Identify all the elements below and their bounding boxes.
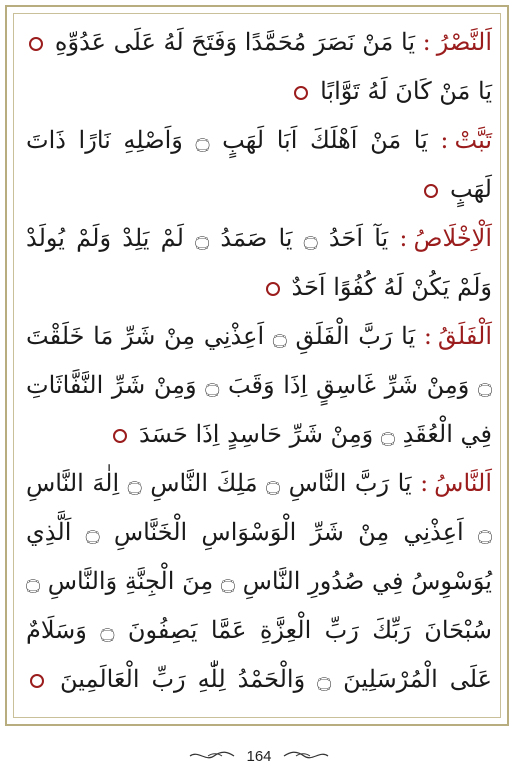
verse-marker-icon [294,86,308,100]
verse-marker-icon [30,674,44,688]
line-text: ۝ اَعِذْنِي مِنْ شَرِّ الْوَسْوَاسِ الْخَنَّاسِ ۝ اَلَّذِي [26,518,492,546]
page-footer [0,741,518,771]
text-line [20,361,498,410]
right-ornament-icon [282,749,330,763]
line-text: عَلَى الْمُرْسَلِينَ ۝ وَالْحَمْدُ لِلّٰهِ رَبِّ الْعَالَمِينَ [59,665,492,693]
verse-marker-icon [29,37,43,51]
prayer-text-block [20,18,498,704]
surah-heading: اَلْاِخْلَاصُ [413,224,493,252]
text-line: اَلْاِخْلَاصُ: يَآ اَحَدُ ۝ يَا صَمَدُ ۝ لَمْ يَلِدْ وَلَمْ يُولَدْ [26,224,493,252]
surah-heading: اَلْفَلَقُ [437,322,492,350]
text-line [20,165,498,214]
verse-marker-icon [113,429,127,443]
line-text: ۝ وَمِنْ شَرِّ غَاسِقٍ اِذَا وَقَبَ ۝ وَمِنْ شَرِّ النَّفَّاثَاتِ [26,371,493,399]
line-text: يُوَسْوِسُ فِي صُدُورِ النَّاسِ ۝ مِنَ الْجِنَّةِ وَالنَّاسِ ۝ [26,567,492,595]
line-text: يَا مَنْ كَانَ لَهُ تَوَّابًا [320,77,492,105]
line-text: يَا رَبَّ الْفَلَقِ ۝ اَعِذْنِي مِنْ شَرِّ مَا خَلَقْتَ [26,322,416,350]
verse-marker-icon [266,282,280,296]
line-text: يَا مَنْ اَهْلَكَ اَبَا لَهَبٍ ۝ وَاَصْلِهِ نَارًا ذَاتَ [26,126,428,154]
page-number: 164 [246,747,272,765]
line-text: يَآ اَحَدُ ۝ يَا صَمَدُ ۝ لَمْ يَلِدْ وَلَمْ يُولَدْ [26,224,389,252]
text-line [20,410,498,459]
text-line [20,67,498,116]
line-text: سُبْحَانَ رَبِّكَ رَبِّ الْعِزَّةِ عَمَّا يَصِفُونَ ۝ وَسَلَامٌ [26,616,492,644]
surah-heading: اَلنَّصْرُ [436,28,492,56]
line-text: يَا رَبَّ النَّاسِ ۝ مَلِكَ النَّاسِ ۝ اِلٰهَ النَّاسِ [26,469,412,497]
line-text: يَا مَنْ نَصَرَ مُحَمَّدًا وَفَتَحَ لَهُ عَلَى عَدُوِّهِ [54,28,415,56]
surah-heading: اَلنَّاسُ [434,469,492,497]
text-line: تَبَّتْ: يَا مَنْ اَهْلَكَ اَبَا لَهَبٍ ۝ وَاَصْلِهِ نَارًا ذَاتَ [26,126,493,154]
text-line [20,606,498,655]
text-line: اَلْفَلَقُ: يَا رَبَّ الْفَلَقِ ۝ اَعِذْنِي مِنْ شَرِّ مَا خَلَقْتَ [26,322,492,350]
text-line [20,508,498,557]
text-line: اَلنَّاسُ: يَا رَبَّ النَّاسِ ۝ مَلِكَ النَّاسِ ۝ اِلٰهَ النَّاسِ [26,469,492,497]
text-line [20,557,498,606]
line-text: فِي الْعُقَدِ ۝ وَمِنْ شَرِّ حَاسِدٍ اِذَا حَسَدَ [138,420,492,448]
verse-marker-icon [424,184,438,198]
text-line: اَلنَّصْرُ: يَا مَنْ نَصَرَ مُحَمَّدًا وَفَتَحَ لَهُ عَلَى عَدُوِّهِ [20,18,498,67]
text-line [20,263,498,312]
line-text: لَهَبٍ [450,175,492,203]
surah-heading: تَبَّتْ [454,126,493,154]
text-line [20,655,498,704]
left-ornament-icon [188,749,236,763]
line-text: وَلَمْ يَكُنْ لَهُ كُفُوًا اَحَدٌ [291,273,492,301]
